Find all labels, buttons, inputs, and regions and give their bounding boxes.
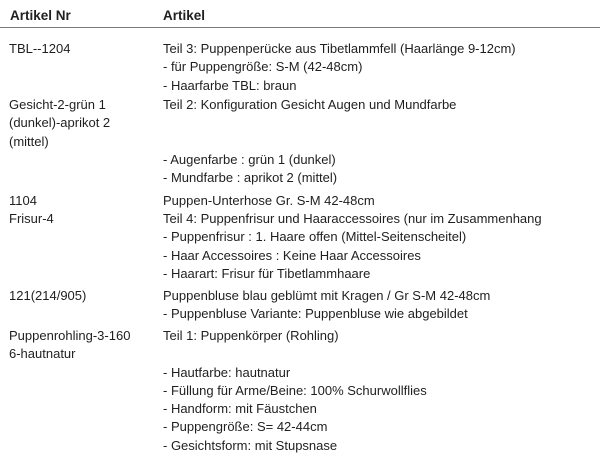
article-number: Puppenrohling-3-160 6-hautnatur bbox=[9, 328, 131, 362]
article-description: Teil 4: Puppenfrisur und Haaraccessoires (nur im Zusammenhang - Puppenfrisur : 1. Haare offen (Mittel-Seitenscheitel) - Haar Accessoires : Keine Haar Accessoires - Haarart: Frisur für Tibetlammhaare bbox=[163, 211, 542, 281]
article-description: Teil 2: Konfiguration Gesicht Augen und Mundfarbe - Augenfarbe : grün 1 (dunkel) - Mundfarbe : aprikot 2 (mittel) bbox=[163, 97, 457, 186]
article-number: 1104 bbox=[9, 193, 37, 208]
article-description: Teil 3: Puppenperücke aus Tibetlammfell (Haarlänge 9-12cm) - für Puppengröße: S-M (42-48cm) - Haarfarbe TBL: braun bbox=[163, 41, 516, 93]
article-description: Teil 1: Puppenkörper (Rohling) - Hautfarbe: hautnatur - Füllung für Arme/Beine: 100% Schurwollflies - Handform: mit Fäustchen - Puppengröße: S= 42-44cm - Gesichtsform: mit Stupsnase bbox=[163, 328, 427, 453]
article-description: Puppenbluse blau geblümt mit Kragen / Gr S-M 42-48cm - Puppenbluse Variante: Puppenbluse wie abgebildet bbox=[163, 288, 491, 322]
column-header-artikel: Artikel bbox=[163, 8, 206, 23]
article-number: 121(214/905) bbox=[9, 288, 87, 303]
column-header-artikel-nr: Artikel Nr bbox=[10, 8, 71, 23]
table-header bbox=[0, 0, 600, 28]
article-number: TBL--1204 bbox=[9, 41, 71, 56]
article-description: Puppen-Unterhose Gr. S-M 42-48cm bbox=[163, 193, 375, 208]
article-number: Gesicht-2-grün 1 (dunkel)-aprikot 2 (mittel) bbox=[9, 97, 111, 149]
article-number: Frisur-4 bbox=[9, 211, 54, 226]
